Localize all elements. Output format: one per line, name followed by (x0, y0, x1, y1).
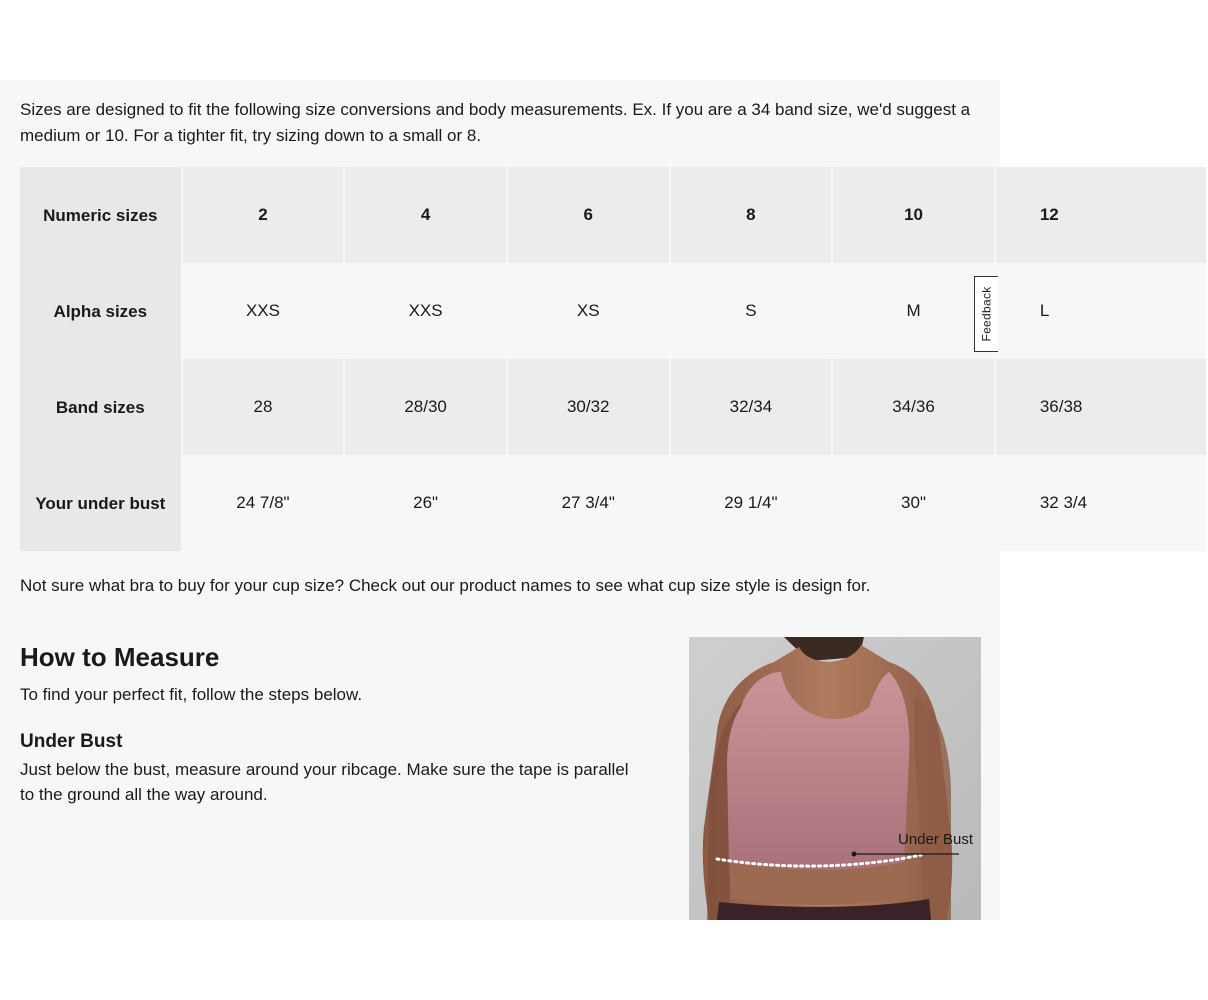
table-row-under-bust (20, 455, 1206, 551)
row-header: Numeric sizes (20, 167, 181, 263)
table-cell: 4 (345, 167, 506, 263)
table-cell: 28 (183, 359, 344, 455)
table-cell: 28/30 (345, 359, 506, 455)
feedback-tab[interactable] (974, 276, 998, 352)
size-table (18, 167, 1208, 551)
row-header: Alpha sizes (20, 263, 181, 359)
under-bust-callout-label: Under Bust (898, 831, 974, 848)
how-to-measure-subtitle: To find your perfect fit, follow the steps below. (20, 685, 363, 704)
under-bust-description: Just below the bust, measure around your ribcage. Make sure the tape is parallel to the ground all the way around. (20, 760, 629, 804)
table-cell: XXS (345, 263, 506, 359)
table-cell: 34/36 (833, 359, 994, 455)
row-header: Band sizes (20, 359, 181, 455)
table-cell: L (996, 263, 1206, 359)
table-cell: 2 (183, 167, 344, 263)
table-cell: 30" (833, 455, 994, 551)
table-cell: 24 7/8" (183, 455, 344, 551)
table-cell: M (833, 263, 994, 359)
table-row-band-sizes (20, 359, 1206, 455)
table-cell: 26" (345, 455, 506, 551)
feedback-label: Feedback (979, 286, 994, 342)
table-cell: 27 3/4" (508, 455, 669, 551)
table-cell: 32 3/4 (996, 455, 1206, 551)
table-cell: 29 1/4" (671, 455, 832, 551)
table-cell: 32/34 (671, 359, 832, 455)
under-bust-illustration (689, 637, 981, 920)
table-cell: 36/38 (996, 359, 1206, 455)
table-cell: 10 (833, 167, 994, 263)
size-guide-intro: Sizes are designed to fit the following size conversions and body measurements. Ex. If you are a 34 band size, we'd suggest a medium or 10. For a tighter fit, try sizing down to a small or 8. (20, 100, 971, 145)
table-row-numeric-sizes (20, 167, 1206, 263)
table-cell: XS (508, 263, 669, 359)
table-cell: 8 (671, 167, 832, 263)
cup-size-note: Not sure what bra to buy for your cup size? Check out our product names to see what cup size style is design for. (20, 576, 871, 595)
table-cell: XXS (183, 263, 344, 359)
table-cell: 6 (508, 167, 669, 263)
model-figure (689, 637, 981, 920)
table-row-alpha-sizes (20, 263, 1206, 359)
table-cell: 12 (996, 167, 1206, 263)
row-header: Your under bust (20, 455, 181, 551)
table-cell: S (671, 263, 832, 359)
under-bust-heading: Under Bust (20, 731, 123, 752)
table-cell: 30/32 (508, 359, 669, 455)
how-to-measure-heading: How to Measure (20, 642, 220, 672)
